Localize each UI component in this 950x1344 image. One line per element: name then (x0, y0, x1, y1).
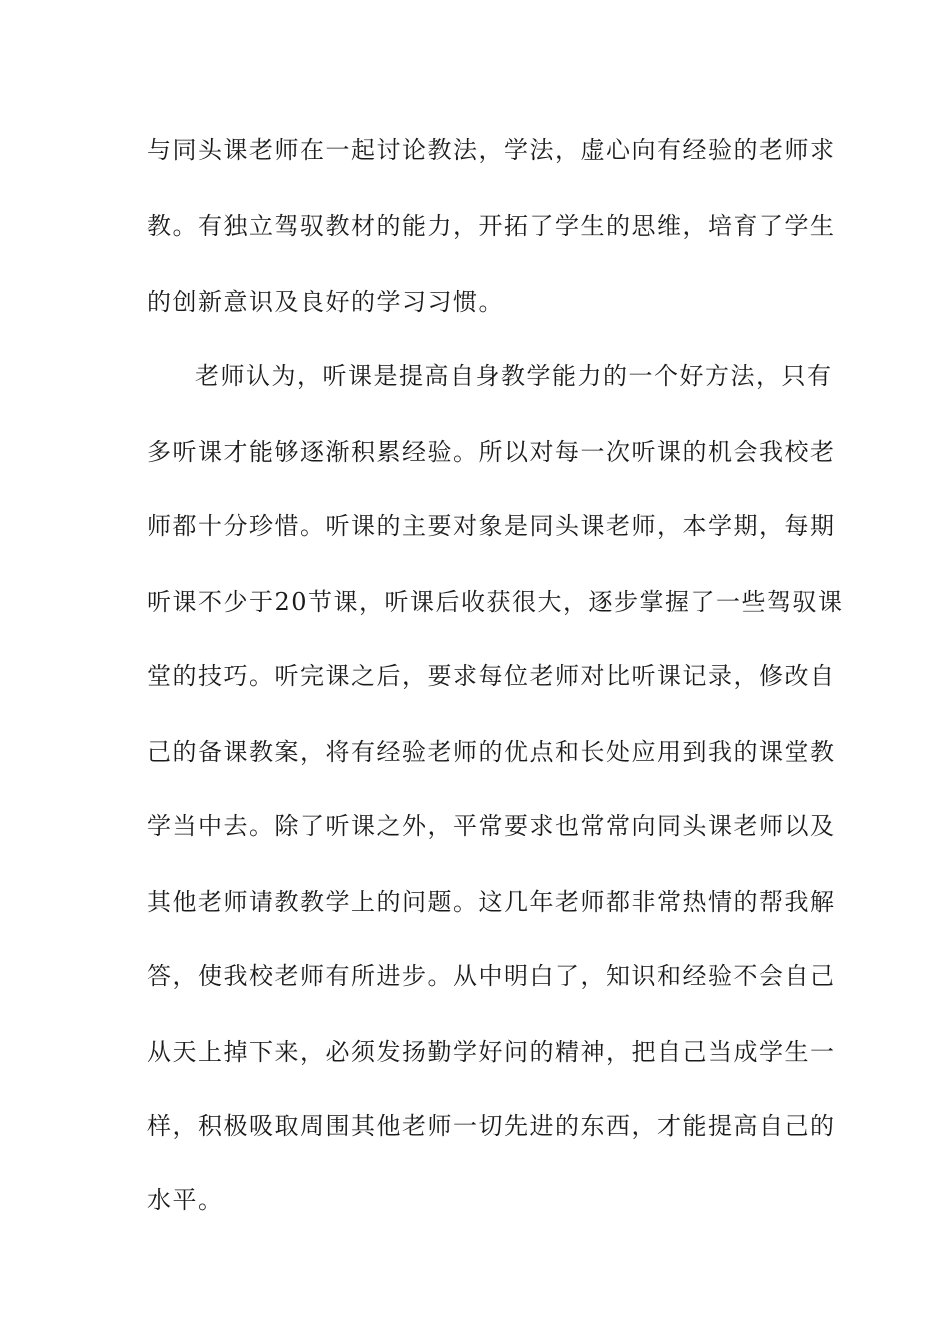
text-line: 水平。 (147, 1186, 224, 1214)
text-line: 多听课才能够逐渐积累经验。所以对每一次听课的机会我校老 (147, 438, 836, 466)
text-line: 与同头课老师在一起讨论教法，学法，虚心向有经验的老师求 (147, 136, 836, 164)
text-line: 己的备课教案，将有经验老师的优点和长处应用到我的课堂教 (147, 738, 836, 766)
text-line: 师都十分珍惜。听课的主要对象是同头课老师，本学期，每期 (147, 512, 836, 540)
text-line: 从天上掉下来，必须发扬勤学好问的精神，把自己当成学生一 (147, 1038, 836, 1066)
text-line: 教。有独立驾驭教材的能力，开拓了学生的思维，培育了学生 (147, 212, 836, 240)
text-line-first-indented: 老师认为，听课是提高自身教学能力的一个好方法，只有 (195, 362, 833, 390)
text-line: 学当中去。除了听课之外，平常要求也常常向同头课老师以及 (147, 812, 836, 840)
text-line: 堂的技巧。听完课之后，要求每位老师对比听课记录，修改自 (147, 662, 836, 690)
text-line: 样，积极吸取周围其他老师一切先进的东西，才能提高自己的 (147, 1112, 836, 1140)
text-line: 答，使我校老师有所进步。从中明白了，知识和经验不会自己 (147, 962, 836, 990)
text-line: 听课不少于20节课，听课后收获很大，逐步掌握了一些驾驭课 (147, 588, 844, 616)
text-line: 其他老师请教教学上的问题。这几年老师都非常热情的帮我解 (147, 888, 836, 916)
text-line: 的创新意识及良好的学习习惯。 (147, 288, 504, 316)
